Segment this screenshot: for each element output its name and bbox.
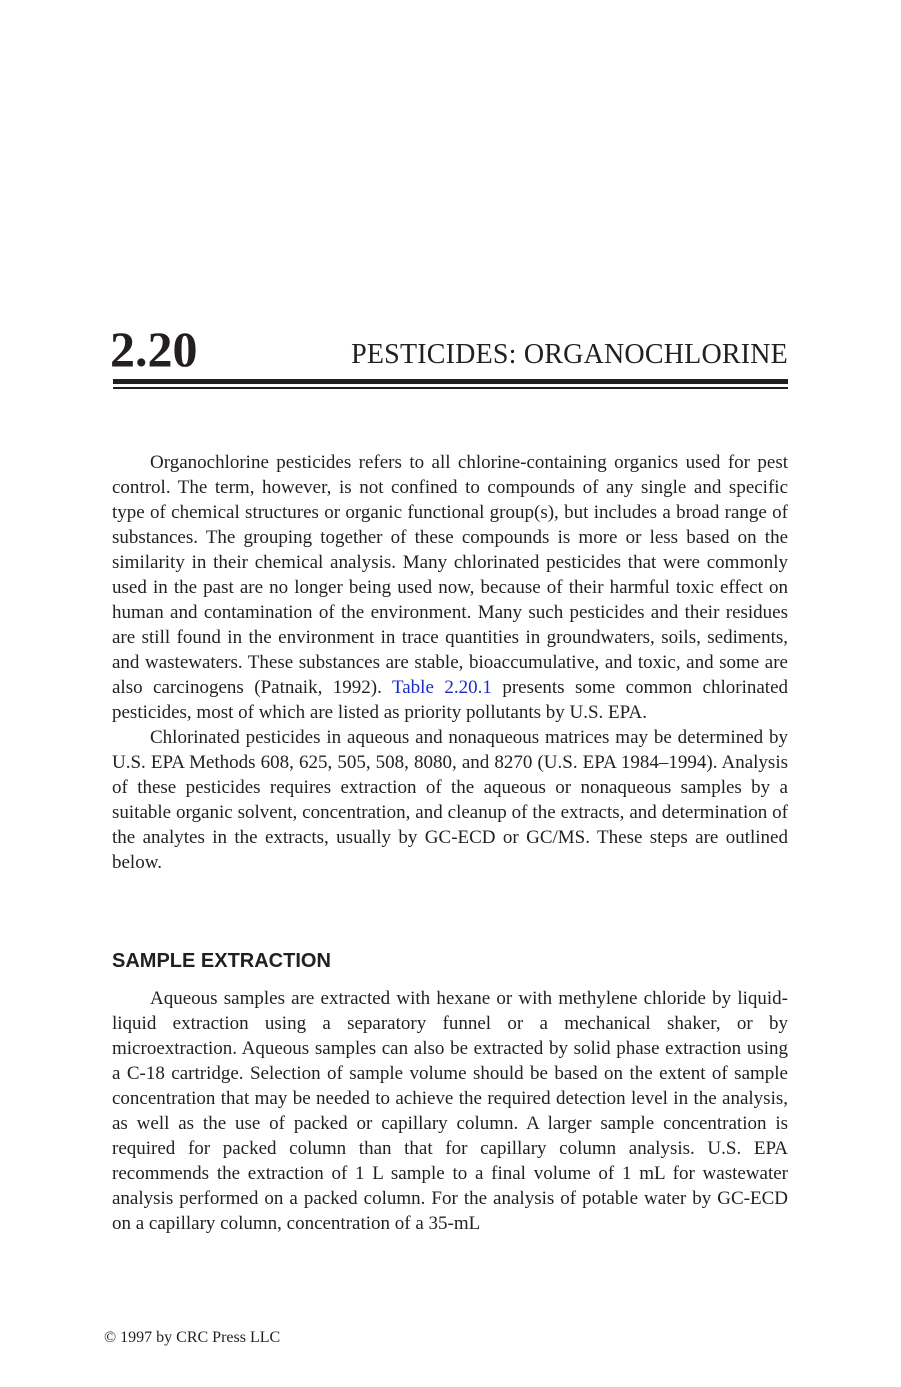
intro-text (112, 450, 788, 875)
intro-paragraph-1-text-end: presents some common chlorinated pesticides, most of which are listed as priority pollutants by U.S. EPA. (112, 677, 788, 723)
chapter-header (110, 320, 788, 378)
intro-paragraph-2: Chlorinated pesticides in aqueous and nonaqueous matrices may be determined by U.S. EPA Methods 608, 625, 505, 508, 8080, and 8270 (U.S. EPA 1984–1994). Analysis of these pesticides requires extraction of the aqueous or nonaqueous samples by a suitable organic solvent, concentration, and cleanup of the extracts, and determination of the analytes in the extracts, usually by GC-ECD or GC/MS. These steps are outlined below. (112, 727, 788, 873)
copyright-footer: © 1997 by CRC Press LLC (104, 1329, 281, 1346)
header-rule-thick (113, 379, 788, 384)
section-heading: SAMPLE EXTRACTION (112, 950, 331, 972)
intro-paragraph-1 (112, 450, 788, 725)
section-text (112, 986, 788, 1236)
table-2-20-1-link[interactable]: Table 2.20.1 (391, 677, 492, 698)
header-rule-thin (113, 387, 788, 389)
intro-paragraph-1-text: Organochlorine pesticides refers to all chlorine-containing organics used for pest control. The term, however, is not confined to compounds of any single and specific type of chemical structures or organic functional group(s), but includes a broad range of substances. The grouping together of these compounds is more or less based on the similarity in their chemical analysis. Many chlorinated pesticides that were commonly used in the past are no longer being used now, because of their harmful toxic effect on human and contamination of the environment. Many such pesticides and their residues are still found in the environment in trace quantities in groundwaters, soils, sediments, and wastewaters. These substances are stable, bioaccumulative, and toxic, and some are also carcinogens (Patnaik, 1992). (112, 452, 788, 698)
section-paragraph-1: Aqueous samples are extracted with hexane or with methylene chloride by liquid-liquid extraction using a separatory funnel or a mechanical shaker, or by microextraction. Aqueous samples can also be extracted by solid phase extraction using a C-18 cartridge. Selection of sample volume should be based on the extent of sample concentration that may be needed to achieve the required detection level in the analysis, as well as the use of packed or capillary column. A larger sample concentration is required for packed column than that for capillary column analysis. U.S. EPA recommends the extraction of 1 L sample to a final volume of 1 mL for wastewater analysis performed on a packed column. For the analysis of potable water by GC-ECD on a capillary column, concentration of a 35-mL (112, 988, 788, 1234)
chapter-number: 2.20 (110, 321, 198, 377)
chapter-title: PESTICIDES: ORGANOCHLORINE (351, 339, 788, 370)
